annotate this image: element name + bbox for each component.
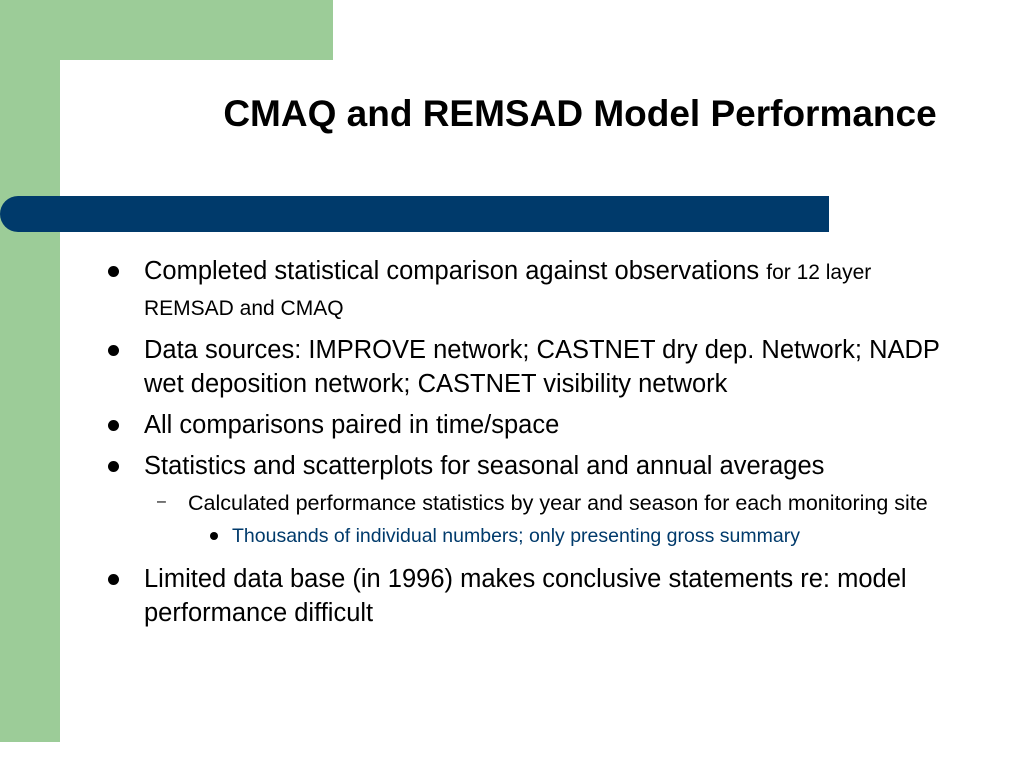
bullet-text: All comparisons paired in time/space [144,411,560,439]
small-dot-icon [210,532,218,540]
sub-sub-bullet-text: Thousands of individual numbers; only presenting gross summary [232,525,800,547]
sub-bullet-text: Calculated performance statistics by year and season for each monitoring site [188,491,928,515]
sub-sub-bullet-item [106,522,966,550]
top-green-corner [0,0,333,60]
bullet-text: Limited data base (in 1996) makes conclusive statements re: model performance difficult [144,565,907,627]
bullet-item [106,449,966,483]
sub-bullet-item [106,488,966,518]
bullet-item [106,333,966,401]
title-underline-bar [0,196,829,232]
slide-title: CMAQ and REMSAD Model Performance [223,93,937,134]
bullet-item [106,254,966,326]
bullet-text: Data sources: IMPROVE network; CASTNET dry dep. Network; NADP wet deposition network; CASTNET visibility network [144,336,940,398]
bullet-dot-icon [108,345,119,356]
slide-body [106,254,966,637]
left-green-band [0,0,60,742]
bullet-text: Statistics and scatterplots for seasonal and annual averages [144,452,825,480]
bullet-dot-icon [108,574,119,585]
bullet-dot-icon [108,461,119,472]
bullet-dot-icon [108,266,119,277]
slide-title-container [60,93,1024,135]
bullet-text: Completed statistical comparison against observations [144,257,767,285]
bullet-text-small: for 12 layer REMSAD and CMAQ [144,261,872,320]
bullet-item [106,408,966,442]
bullet-dot-icon [108,420,119,431]
bullet-item [106,562,966,630]
dash-marker: – [157,493,166,510]
